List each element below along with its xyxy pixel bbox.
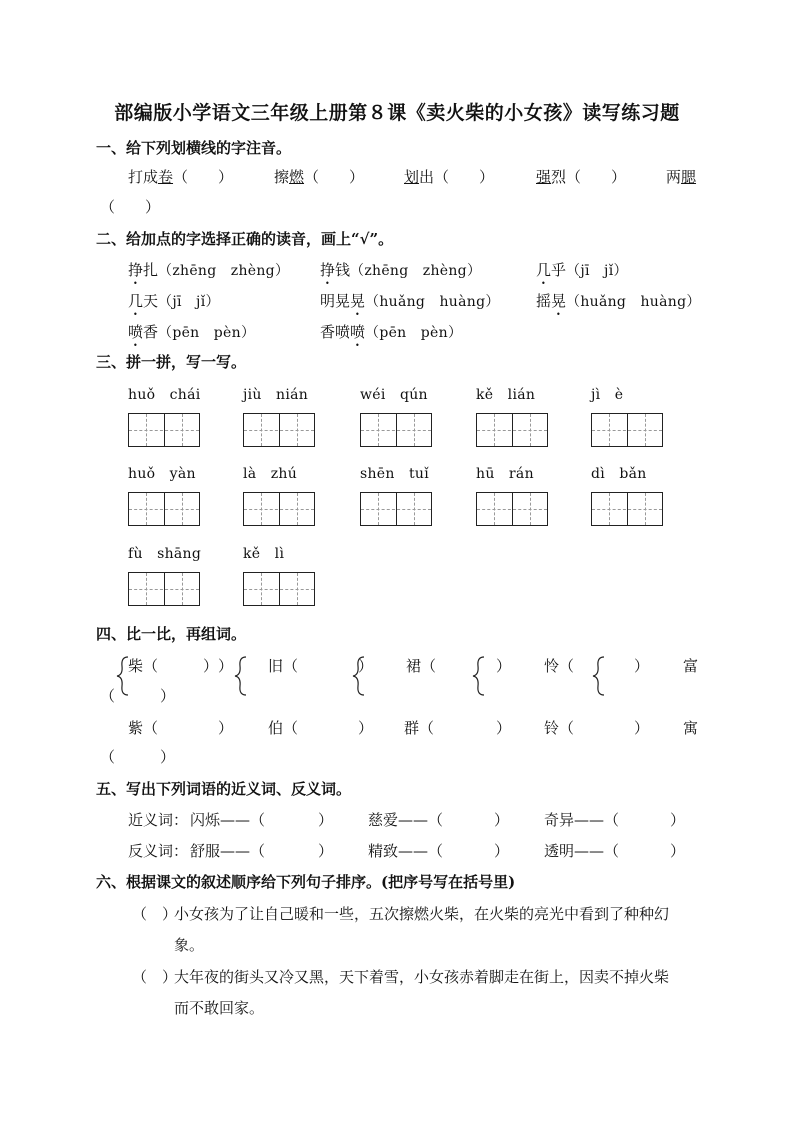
s2-pinyin-choice[interactable]: （jī jǐ） (566, 263, 628, 279)
pinyin-label: wéi qún (360, 387, 428, 403)
s4-top-1[interactable]: 柴（ ） (128, 657, 219, 675)
s1-item-5-pre: 两 (666, 168, 682, 186)
writing-grid-box[interactable] (591, 413, 663, 447)
s5-close: ） (494, 842, 510, 860)
s4-bottom-close-1: ） (218, 719, 234, 737)
brace-icon (472, 656, 486, 696)
s1-item-3 (404, 166, 494, 187)
pinyin-label: dì bǎn (591, 466, 647, 482)
s4-bottom-close-2: ） (358, 719, 374, 737)
s2-item-8 (320, 321, 462, 350)
s4-bottom-2[interactable]: 伯（ (268, 719, 299, 737)
s1-item-1-word: 卷 (158, 168, 174, 186)
s5-row2-item-3[interactable]: 透明——（ (544, 842, 620, 860)
s1-item-2-paren[interactable]: （ ） (304, 168, 365, 186)
brace-icon (116, 656, 130, 696)
pinyin-label: shēn tuǐ (360, 466, 430, 482)
writing-grid-box[interactable] (128, 413, 200, 447)
s1-item-4-post: 烈 (551, 168, 567, 186)
s5-row2-item-2[interactable]: 精致——（ (368, 842, 444, 860)
s2-item-5 (320, 290, 500, 319)
writing-grid-box[interactable] (128, 572, 200, 606)
s2-item-3 (536, 259, 628, 288)
s2-pinyin-choice[interactable]: （huǎng huàng） (566, 294, 701, 310)
s2-item-4 (128, 290, 220, 319)
s4-top-2[interactable]: 旧（ (268, 657, 299, 675)
s4-top-3[interactable]: 裙（ (406, 657, 437, 675)
brace-icon (592, 656, 606, 696)
s2-dotted-char: 喷 (350, 323, 366, 341)
s1-item-3-paren[interactable]: （ ） (434, 168, 495, 186)
s2-char: 香 (143, 323, 159, 341)
pinyin-label: jiù nián (243, 387, 309, 403)
s2-char: 天 (143, 292, 159, 310)
s4-top-close-3: ） (496, 657, 512, 675)
section-5-heading: 五、写出下列词语的近义词、反义词。 (96, 780, 352, 798)
pinyin-label: kě lián (476, 387, 536, 403)
s2-char: 乎 (551, 261, 567, 279)
writing-grid-box[interactable] (243, 413, 315, 447)
pinyin-label: fù shāng (128, 546, 202, 562)
s2-item-7 (128, 321, 255, 350)
writing-grid-box[interactable] (360, 413, 432, 447)
s5-row2-label: 反义词： (128, 842, 189, 860)
writing-grid-box[interactable] (591, 492, 663, 526)
s1-item-2-word: 燃 (289, 168, 305, 186)
pinyin-label: kě lì (243, 546, 285, 562)
section-3-heading: 三、拼一拼，写一写。 (96, 353, 247, 371)
s6-sentence-2-line2: 而不敢回家。 (174, 999, 265, 1017)
s5-row1-item-3[interactable]: 奇异——（ (544, 811, 620, 829)
brace-icon (234, 656, 248, 696)
s2-pinyin-choice[interactable]: （pēn pèn） (365, 325, 463, 341)
s6-answer-paren-2[interactable]: （ ） (132, 968, 178, 986)
s1-item-1 (128, 166, 233, 187)
s2-pinyin-choice[interactable]: （zhēng zhèng） (350, 263, 482, 279)
s2-pinyin-choice[interactable]: （zhēng zhèng） (158, 263, 290, 279)
s4-top-close-4: ） (634, 657, 650, 675)
pinyin-label: huǒ chái (128, 387, 201, 403)
s2-item-1 (128, 259, 289, 288)
s2-dotted-char: 晃 (350, 292, 366, 310)
s1-item-5 (666, 166, 696, 187)
s1-item-1-paren[interactable]: （ ） (173, 168, 234, 186)
s2-pinyin-choice[interactable]: （pēn pèn） (158, 325, 256, 341)
section-6-heading: 六、根据课文的叙述顺序给下列句子排序。(把序号写在括号里) (96, 873, 516, 891)
s5-close: ） (670, 811, 686, 829)
s2-char: 钱 (335, 261, 351, 279)
s4-bottom-5: 寓 (683, 719, 699, 737)
pinyin-label: hū rán (476, 466, 534, 482)
s2-dotted-char: 挣 (128, 261, 144, 279)
s4-bottom-5-paren[interactable]: （ ） (100, 748, 176, 766)
s2-char: 香喷 (320, 323, 351, 341)
s2-dotted-char: 喷 (128, 323, 144, 341)
s1-item-5-paren[interactable]: （ ） (100, 198, 161, 216)
s2-dotted-char: 挣 (320, 261, 336, 279)
s4-bottom-4[interactable]: 铃（ (544, 719, 575, 737)
s1-item-5-word: 腮 (681, 168, 697, 186)
s4-top-close-1: ） (218, 657, 234, 675)
s2-pinyin-choice[interactable]: （jī jǐ） (158, 294, 220, 310)
s6-sentence-2-line1: 大年夜的街头又冷又黑，天下着雪，小女孩赤着脚走在街上，因卖不掉火柴 (174, 968, 670, 986)
s2-pinyin-choice[interactable]: （huǎng huàng） (365, 294, 500, 310)
s5-close: ） (318, 811, 334, 829)
s1-item-3-post: 出 (419, 168, 435, 186)
s6-sentence-1-line2: 象。 (174, 936, 205, 954)
s2-dotted-char: 几 (128, 292, 144, 310)
s6-answer-paren-1[interactable]: （ ） (132, 905, 178, 923)
s5-row1-label: 近义词： (128, 811, 189, 829)
pinyin-label: jì è (591, 387, 624, 403)
s1-item-4-word: 强 (536, 168, 552, 186)
s2-char: 摇 (536, 292, 552, 310)
s4-top-4[interactable]: 怜（ (544, 657, 575, 675)
s4-top-5-paren[interactable]: （ ） (100, 687, 176, 705)
s5-row1-item-2[interactable]: 慈爱——（ (368, 811, 444, 829)
s5-row2-item-1[interactable]: 舒服——（ (190, 842, 266, 860)
s2-dotted-char: 晃 (551, 292, 567, 310)
s4-top-5: 富 (683, 657, 699, 675)
writing-grid-box[interactable] (360, 492, 432, 526)
section-1-heading: 一、给下列划横线的字注音。 (96, 139, 292, 157)
s4-bottom-close-4: ） (634, 719, 650, 737)
s2-dotted-char: 几 (536, 261, 552, 279)
section-4-heading: 四、比一比，再组词。 (96, 625, 247, 643)
s2-char: 扎 (143, 261, 159, 279)
writing-grid-box[interactable] (128, 492, 200, 526)
s1-item-4-paren[interactable]: （ ） (566, 168, 627, 186)
s6-sentence-1-line1: 小女孩为了让自己暖和一些，五次擦燃火柴，在火柴的亮光中看到了种种幻 (174, 905, 670, 923)
writing-grid-box[interactable] (243, 572, 315, 606)
s1-item-3-word: 划 (404, 168, 420, 186)
section-2-heading: 二、给加点的字选择正确的读音，画上“√”。 (96, 230, 394, 248)
s4-bottom-3[interactable]: 群（ (404, 719, 435, 737)
s5-row1-item-1[interactable]: 闪烁——（ (190, 811, 266, 829)
writing-grid-box[interactable] (243, 492, 315, 526)
brace-icon (352, 656, 366, 696)
s5-close: ） (494, 811, 510, 829)
writing-grid-box[interactable] (476, 413, 548, 447)
writing-grid-box[interactable] (476, 492, 548, 526)
s1-item-2 (274, 166, 364, 187)
s2-item-6 (536, 290, 701, 319)
pinyin-label: huǒ yàn (128, 466, 196, 482)
s4-bottom-1[interactable]: 紫（ (128, 719, 159, 737)
s5-close: ） (670, 842, 686, 860)
s1-item-2-pre: 擦 (274, 168, 290, 186)
s5-close: ） (318, 842, 334, 860)
s1-item-4 (536, 166, 626, 187)
pinyin-label: là zhú (243, 466, 298, 482)
s4-bottom-close-3: ） (496, 719, 512, 737)
page-title: 部编版小学语文三年级上册第８课《卖火柴的小女孩》读写练习题 (114, 102, 680, 124)
s4-top-close-2: ） (358, 657, 374, 675)
s2-item-2 (320, 259, 481, 288)
s1-item-1-pre: 打成 (128, 168, 159, 186)
s2-char: 明晃 (320, 292, 351, 310)
